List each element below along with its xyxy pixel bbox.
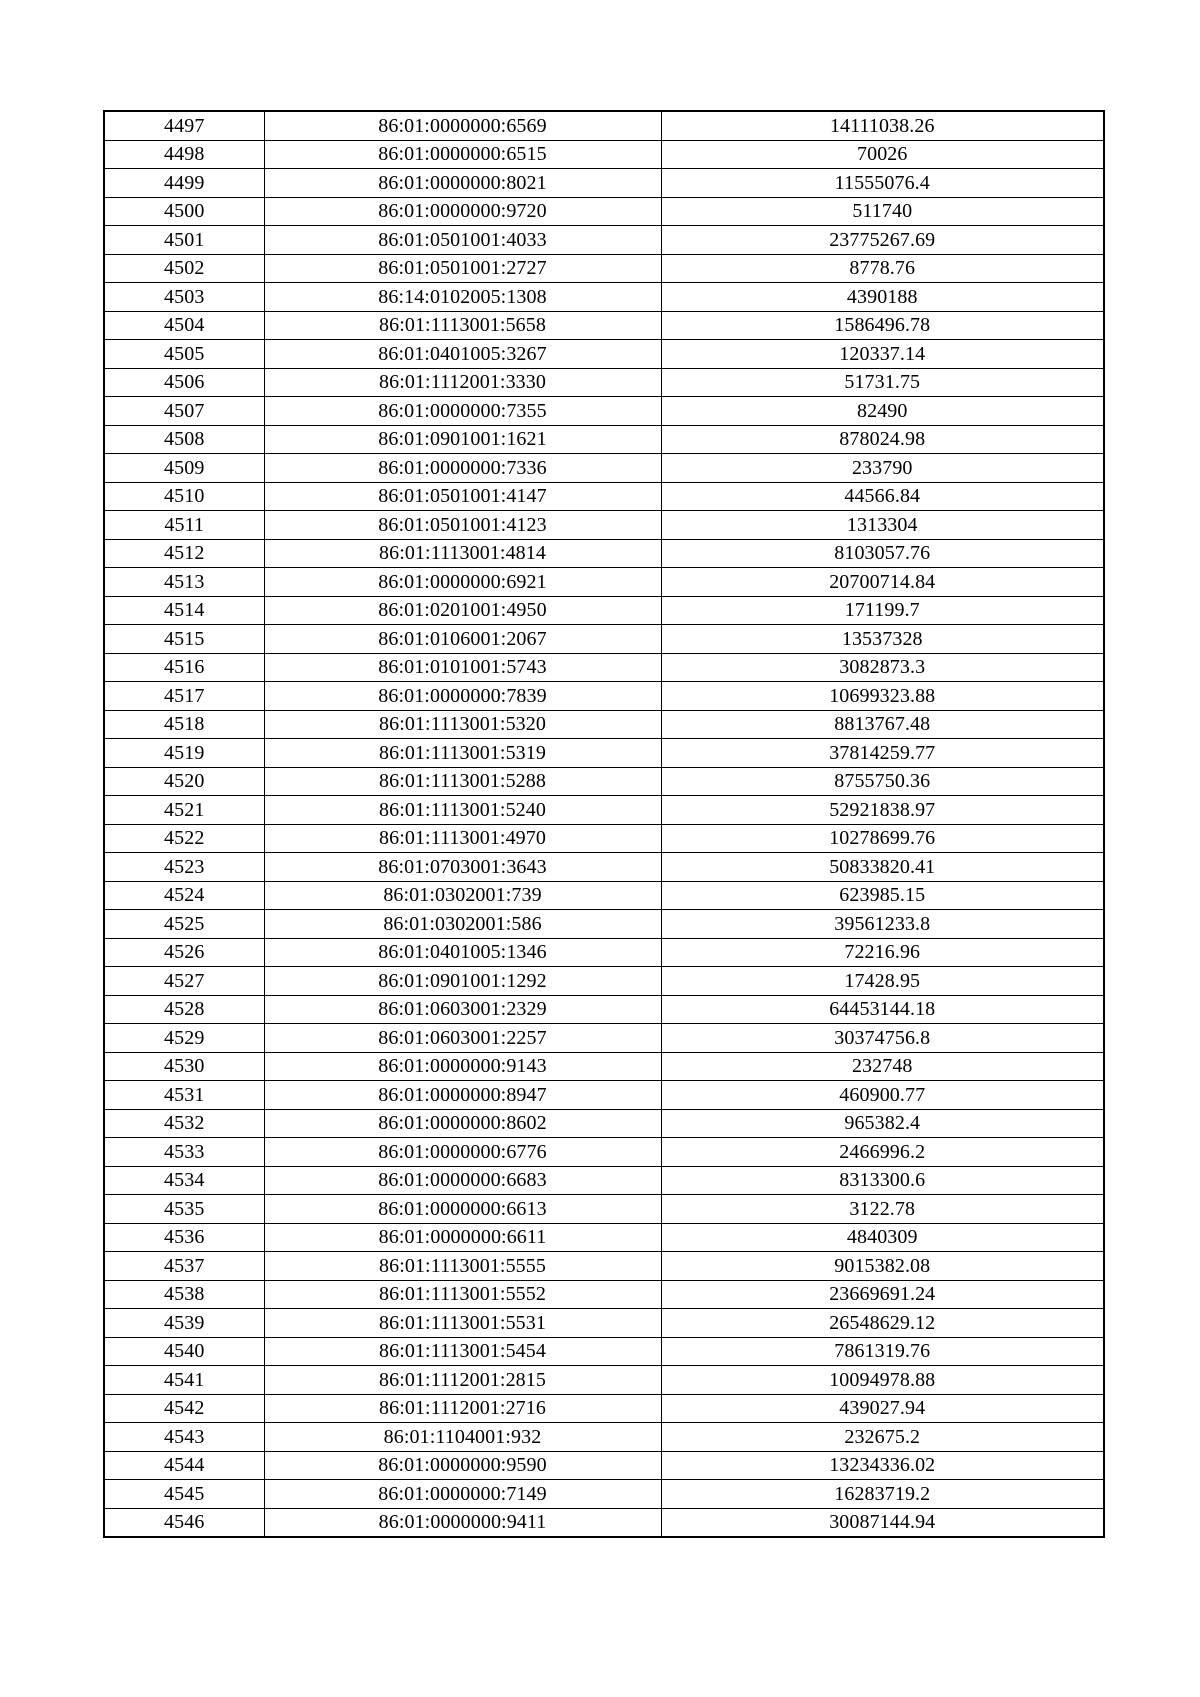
- cadastral-number-cell: 86:01:0000000:6776: [264, 1138, 661, 1167]
- row-number-cell: 4514: [104, 596, 264, 625]
- row-number-cell: 4528: [104, 995, 264, 1024]
- table-body: [104, 111, 1104, 1537]
- row-number-cell: 4498: [104, 140, 264, 169]
- row-number-cell: 4522: [104, 824, 264, 853]
- value-cell: 13537328: [661, 625, 1104, 654]
- table-row: [104, 1166, 1104, 1195]
- row-number-cell: 4535: [104, 1195, 264, 1224]
- cadastral-number-cell: 86:01:0000000:6515: [264, 140, 661, 169]
- row-number-cell: 4524: [104, 881, 264, 910]
- row-number-cell: 4501: [104, 226, 264, 255]
- value-cell: 16283719.2: [661, 1480, 1104, 1509]
- row-number-cell: 4545: [104, 1480, 264, 1509]
- cadastral-number-cell: 86:01:0000000:6611: [264, 1223, 661, 1252]
- value-cell: 64453144.18: [661, 995, 1104, 1024]
- row-number-cell: 4505: [104, 340, 264, 369]
- cadastral-number-cell: 86:01:0000000:9143: [264, 1052, 661, 1081]
- table-row: [104, 710, 1104, 739]
- cadastral-number-cell: 86:01:0000000:9590: [264, 1451, 661, 1480]
- cadastral-number-cell: 86:01:1113001:5240: [264, 796, 661, 825]
- row-number-cell: 4533: [104, 1138, 264, 1167]
- row-number-cell: 4544: [104, 1451, 264, 1480]
- row-number-cell: 4534: [104, 1166, 264, 1195]
- table-row: [104, 454, 1104, 483]
- table-row: [104, 1394, 1104, 1423]
- table-row: [104, 767, 1104, 796]
- value-cell: 50833820.41: [661, 853, 1104, 882]
- row-number-cell: 4526: [104, 938, 264, 967]
- cadastral-number-cell: 86:01:0101001:5743: [264, 653, 661, 682]
- table-row: [104, 425, 1104, 454]
- value-cell: 2466996.2: [661, 1138, 1104, 1167]
- row-number-cell: 4521: [104, 796, 264, 825]
- value-cell: 10699323.88: [661, 682, 1104, 711]
- row-number-cell: 4541: [104, 1366, 264, 1395]
- table-row: [104, 1508, 1104, 1537]
- cadastral-number-cell: 86:01:1113001:5658: [264, 311, 661, 340]
- table-row: [104, 995, 1104, 1024]
- value-cell: 30374756.8: [661, 1024, 1104, 1053]
- cadastral-number-cell: 86:01:0000000:7839: [264, 682, 661, 711]
- value-cell: 965382.4: [661, 1109, 1104, 1138]
- row-number-cell: 4507: [104, 397, 264, 426]
- value-cell: 4840309: [661, 1223, 1104, 1252]
- table-row: [104, 1081, 1104, 1110]
- table-row: [104, 311, 1104, 340]
- cadastral-number-cell: 86:01:1113001:4814: [264, 539, 661, 568]
- row-number-cell: 4531: [104, 1081, 264, 1110]
- value-cell: 3122.78: [661, 1195, 1104, 1224]
- value-cell: 10278699.76: [661, 824, 1104, 853]
- value-cell: 82490: [661, 397, 1104, 426]
- row-number-cell: 4497: [104, 111, 264, 140]
- row-number-cell: 4512: [104, 539, 264, 568]
- row-number-cell: 4499: [104, 169, 264, 198]
- value-cell: 13234336.02: [661, 1451, 1104, 1480]
- table-row: [104, 254, 1104, 283]
- cadastral-number-cell: 86:01:0000000:6569: [264, 111, 661, 140]
- table-row: [104, 1195, 1104, 1224]
- table-row: [104, 568, 1104, 597]
- row-number-cell: 4511: [104, 511, 264, 540]
- table-row: [104, 1309, 1104, 1338]
- table-row: [104, 596, 1104, 625]
- value-cell: 44566.84: [661, 482, 1104, 511]
- cadastral-number-cell: 86:01:1113001:5288: [264, 767, 661, 796]
- row-number-cell: 4519: [104, 739, 264, 768]
- value-cell: 26548629.12: [661, 1309, 1104, 1338]
- value-cell: 511740: [661, 197, 1104, 226]
- value-cell: 14111038.26: [661, 111, 1104, 140]
- cadastral-number-cell: 86:01:0000000:8021: [264, 169, 661, 198]
- cadastral-number-cell: 86:01:0000000:7355: [264, 397, 661, 426]
- row-number-cell: 4539: [104, 1309, 264, 1338]
- cadastral-number-cell: 86:01:0000000:9411: [264, 1508, 661, 1537]
- row-number-cell: 4546: [104, 1508, 264, 1537]
- row-number-cell: 4537: [104, 1252, 264, 1281]
- row-number-cell: 4510: [104, 482, 264, 511]
- table-row: [104, 1423, 1104, 1452]
- value-cell: 3082873.3: [661, 653, 1104, 682]
- table-row: [104, 739, 1104, 768]
- cadastral-number-cell: 86:01:0501001:2727: [264, 254, 661, 283]
- row-number-cell: 4525: [104, 910, 264, 939]
- cadastral-number-cell: 86:01:0000000:8947: [264, 1081, 661, 1110]
- value-cell: 8313300.6: [661, 1166, 1104, 1195]
- cadastral-number-cell: 86:01:0302001:739: [264, 881, 661, 910]
- row-number-cell: 4502: [104, 254, 264, 283]
- cadastral-number-cell: 86:01:0901001:1621: [264, 425, 661, 454]
- table-row: [104, 482, 1104, 511]
- table-row: [104, 653, 1104, 682]
- table-row: [104, 197, 1104, 226]
- cadastral-number-cell: 86:01:0401005:3267: [264, 340, 661, 369]
- row-number-cell: 4542: [104, 1394, 264, 1423]
- table-row: [104, 111, 1104, 140]
- cadastral-number-cell: 86:01:0401005:1346: [264, 938, 661, 967]
- table-row: [104, 625, 1104, 654]
- value-cell: 8813767.48: [661, 710, 1104, 739]
- cadastral-number-cell: 86:01:1113001:5454: [264, 1337, 661, 1366]
- row-number-cell: 4518: [104, 710, 264, 739]
- value-cell: 70026: [661, 140, 1104, 169]
- value-cell: 120337.14: [661, 340, 1104, 369]
- value-cell: 8103057.76: [661, 539, 1104, 568]
- value-cell: 20700714.84: [661, 568, 1104, 597]
- row-number-cell: 4529: [104, 1024, 264, 1053]
- row-number-cell: 4540: [104, 1337, 264, 1366]
- cadastral-number-cell: 86:01:0201001:4950: [264, 596, 661, 625]
- value-cell: 232675.2: [661, 1423, 1104, 1452]
- value-cell: 51731.75: [661, 368, 1104, 397]
- cadastral-number-cell: 86:01:0000000:6683: [264, 1166, 661, 1195]
- table-row: [104, 824, 1104, 853]
- value-cell: 232748: [661, 1052, 1104, 1081]
- value-cell: 30087144.94: [661, 1508, 1104, 1537]
- cadastral-number-cell: 86:01:0000000:6921: [264, 568, 661, 597]
- cadastral-number-cell: 86:01:0603001:2257: [264, 1024, 661, 1053]
- row-number-cell: 4503: [104, 283, 264, 312]
- table-row: [104, 1223, 1104, 1252]
- value-cell: 439027.94: [661, 1394, 1104, 1423]
- table-row: [104, 938, 1104, 967]
- table-row: [104, 340, 1104, 369]
- cadastral-number-cell: 86:01:1113001:5531: [264, 1309, 661, 1338]
- table-row: [104, 881, 1104, 910]
- cadastral-number-cell: 86:01:0501001:4033: [264, 226, 661, 255]
- table-row: [104, 967, 1104, 996]
- value-cell: 233790: [661, 454, 1104, 483]
- row-number-cell: 4509: [104, 454, 264, 483]
- row-number-cell: 4538: [104, 1280, 264, 1309]
- cadastral-number-cell: 86:01:0000000:9720: [264, 197, 661, 226]
- value-cell: 10094978.88: [661, 1366, 1104, 1395]
- cadastral-number-cell: 86:01:0901001:1292: [264, 967, 661, 996]
- table-row: [104, 1138, 1104, 1167]
- row-number-cell: 4508: [104, 425, 264, 454]
- table-row: [104, 368, 1104, 397]
- cadastral-number-cell: 86:01:0000000:7149: [264, 1480, 661, 1509]
- row-number-cell: 4517: [104, 682, 264, 711]
- cadastral-number-cell: 86:14:0102005:1308: [264, 283, 661, 312]
- table-row: [104, 1109, 1104, 1138]
- value-cell: 23669691.24: [661, 1280, 1104, 1309]
- value-cell: 1313304: [661, 511, 1104, 540]
- table-row: [104, 511, 1104, 540]
- cadastral-value-table: [103, 110, 1105, 1538]
- cadastral-number-cell: 86:01:1112001:2815: [264, 1366, 661, 1395]
- value-cell: 72216.96: [661, 938, 1104, 967]
- table-row: [104, 1280, 1104, 1309]
- cadastral-number-cell: 86:01:1113001:5552: [264, 1280, 661, 1309]
- value-cell: 17428.95: [661, 967, 1104, 996]
- row-number-cell: 4543: [104, 1423, 264, 1452]
- cadastral-number-cell: 86:01:1113001:4970: [264, 824, 661, 853]
- cadastral-number-cell: 86:01:1112001:3330: [264, 368, 661, 397]
- cadastral-number-cell: 86:01:1104001:932: [264, 1423, 661, 1452]
- cadastral-number-cell: 86:01:0501001:4147: [264, 482, 661, 511]
- table-row: [104, 853, 1104, 882]
- table-row: [104, 1451, 1104, 1480]
- cadastral-number-cell: 86:01:0703001:3643: [264, 853, 661, 882]
- table-row: [104, 682, 1104, 711]
- table-row: [104, 796, 1104, 825]
- table-row: [104, 1052, 1104, 1081]
- cadastral-number-cell: 86:01:0501001:4123: [264, 511, 661, 540]
- value-cell: 11555076.4: [661, 169, 1104, 198]
- value-cell: 7861319.76: [661, 1337, 1104, 1366]
- value-cell: 23775267.69: [661, 226, 1104, 255]
- cadastral-number-cell: 86:01:0106001:2067: [264, 625, 661, 654]
- value-cell: 1586496.78: [661, 311, 1104, 340]
- cadastral-number-cell: 86:01:1113001:5555: [264, 1252, 661, 1281]
- table-row: [104, 397, 1104, 426]
- row-number-cell: 4532: [104, 1109, 264, 1138]
- row-number-cell: 4536: [104, 1223, 264, 1252]
- row-number-cell: 4506: [104, 368, 264, 397]
- row-number-cell: 4513: [104, 568, 264, 597]
- value-cell: 9015382.08: [661, 1252, 1104, 1281]
- row-number-cell: 4504: [104, 311, 264, 340]
- cadastral-number-cell: 86:01:0000000:6613: [264, 1195, 661, 1224]
- cadastral-number-cell: 86:01:1113001:5319: [264, 739, 661, 768]
- value-cell: 623985.15: [661, 881, 1104, 910]
- table-row: [104, 1366, 1104, 1395]
- row-number-cell: 4520: [104, 767, 264, 796]
- table-row: [104, 539, 1104, 568]
- table-row: [104, 283, 1104, 312]
- value-cell: 39561233.8: [661, 910, 1104, 939]
- cadastral-number-cell: 86:01:0603001:2329: [264, 995, 661, 1024]
- table-row: [104, 910, 1104, 939]
- value-cell: 37814259.77: [661, 739, 1104, 768]
- row-number-cell: 4500: [104, 197, 264, 226]
- table-row: [104, 226, 1104, 255]
- table-row: [104, 1480, 1104, 1509]
- table-row: [104, 1024, 1104, 1053]
- value-cell: 460900.77: [661, 1081, 1104, 1110]
- value-cell: 878024.98: [661, 425, 1104, 454]
- row-number-cell: 4516: [104, 653, 264, 682]
- cadastral-number-cell: 86:01:1113001:5320: [264, 710, 661, 739]
- value-cell: 171199.7: [661, 596, 1104, 625]
- table-row: [104, 140, 1104, 169]
- cadastral-number-cell: 86:01:0302001:586: [264, 910, 661, 939]
- value-cell: 8755750.36: [661, 767, 1104, 796]
- row-number-cell: 4523: [104, 853, 264, 882]
- table-row: [104, 169, 1104, 198]
- table-row: [104, 1252, 1104, 1281]
- cadastral-number-cell: 86:01:1112001:2716: [264, 1394, 661, 1423]
- cadastral-number-cell: 86:01:0000000:8602: [264, 1109, 661, 1138]
- table-row: [104, 1337, 1104, 1366]
- row-number-cell: 4527: [104, 967, 264, 996]
- value-cell: 4390188: [661, 283, 1104, 312]
- row-number-cell: 4530: [104, 1052, 264, 1081]
- cadastral-number-cell: 86:01:0000000:7336: [264, 454, 661, 483]
- value-cell: 8778.76: [661, 254, 1104, 283]
- value-cell: 52921838.97: [661, 796, 1104, 825]
- row-number-cell: 4515: [104, 625, 264, 654]
